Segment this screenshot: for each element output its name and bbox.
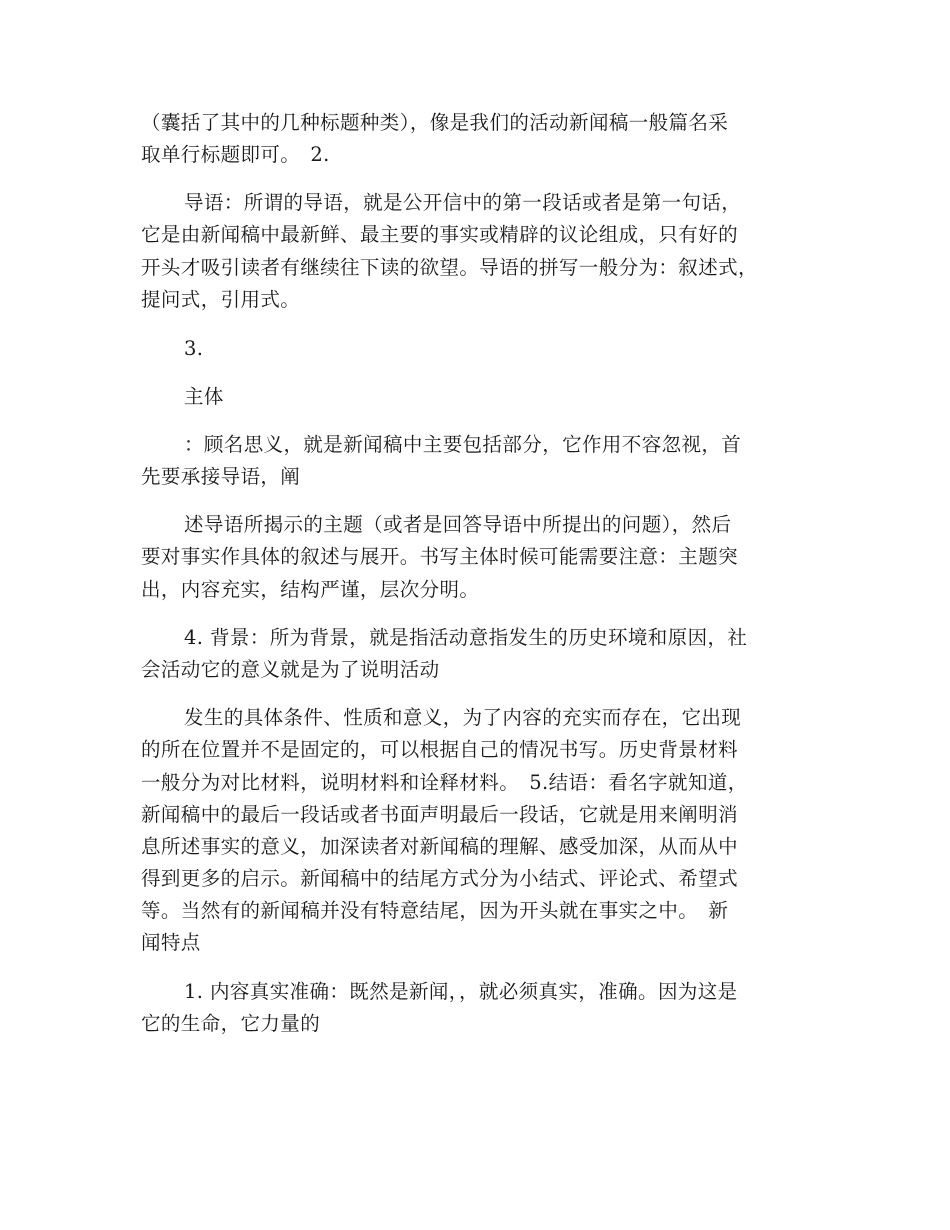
text-line: 它的生命，它力量的: [141, 1012, 321, 1035]
text-line: 要对事实作具体的叙述与展开。书写主体时候可能需要注意：主题突: [141, 545, 739, 568]
text-line: 1. 内容真实准确：既然是新闻，，就必须真实，准确。因为这是: [184, 980, 738, 1003]
text-line: 导语：所谓的导语，就是公开信中的第一段话或者是第一句话，: [184, 191, 742, 214]
text-line: ：顾名思义，就是新闻稿中主要包括部分，它作用不容忽视，首: [184, 433, 742, 456]
text-line: 等。当然有的新闻稿并没有特意结尾，因为开头就在事实之中。 新: [141, 899, 729, 922]
text-line: 出，内容充实，结构严谨，层次分明。: [141, 578, 480, 601]
text-line: 先要承接导语，阐: [141, 465, 301, 488]
text-line: 的所在位置并不是固定的，可以根据自己的情况书写。历史背景材料: [141, 738, 739, 761]
text-line: 得到更多的启示。新闻稿中的结尾方式分为小结式、评论式、希望式: [141, 867, 739, 890]
text-line: 开头才吸引读者有继续往下读的欲望。导语的拼写一般分为：叙述式，: [141, 256, 758, 279]
text-line: 一般分为对比材料，说明材料和诠释材料。 5.结语：看名字就知道，: [141, 771, 748, 794]
text-line: 它是由新闻稿中最新鲜、最主要的事实或精辟的议论组成，只有好的: [141, 223, 739, 246]
text-line: 会活动它的意义就是为了说明活动: [141, 658, 440, 681]
text-line: 闻特点: [141, 931, 201, 954]
text-line: 3.: [184, 337, 204, 360]
text-line: 提问式，引用式。: [141, 288, 301, 311]
text-line: 述导语所揭示的主题（或者是回答导语中所提出的问题），然后: [184, 513, 732, 536]
text-line: 息所述事实的意义，加深读者对新闻稿的理解、感受加深，从而从中: [141, 835, 739, 858]
text-line: 4. 背景：所为背景，就是指活动意指发生的历史环境和原因，社: [184, 626, 748, 649]
text-line: 发生的具体条件、性质和意义，为了内容的充实而存在，它出现: [184, 706, 742, 729]
text-line: （囊括了其中的几种标题种类），像是我们的活动新闻稿一般篇名采: [141, 111, 729, 134]
text-line: 主体: [184, 385, 224, 408]
text-line: 新闻稿中的最后一段话或者书面声明最后一段话，它就是用来阐明消: [141, 803, 739, 826]
text-line: 取单行标题即可。 2.: [141, 143, 330, 166]
